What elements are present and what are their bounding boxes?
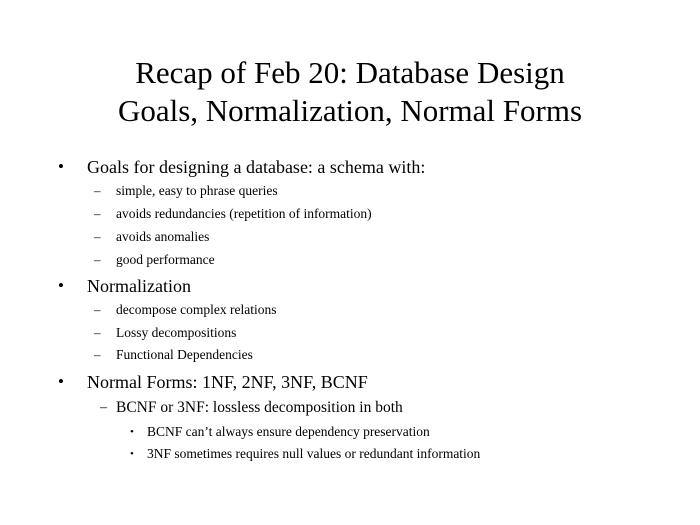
dash-marker: – bbox=[94, 206, 101, 221]
title-line-2: Goals, Normalization, Normal Forms bbox=[117, 93, 583, 128]
title-line-1: Recap of Feb 20: Database Design bbox=[135, 55, 565, 90]
bullet-marker: • bbox=[58, 157, 64, 176]
section-heading-normalization: Normalization bbox=[87, 276, 191, 296]
list-item-text: BCNF can’t always ensure dependency preservation bbox=[147, 424, 430, 439]
list-item-text: Functional Dependencies bbox=[116, 347, 253, 362]
list-item-text: simple, easy to phrase queries bbox=[116, 183, 278, 198]
list-item-text: BCNF or 3NF: lossless decomposition in both bbox=[116, 399, 403, 416]
dash-marker: – bbox=[100, 400, 107, 415]
bullet-marker: • bbox=[130, 426, 134, 438]
section-heading-normal-forms: Normal Forms: 1NF, 2NF, 3NF, BCNF bbox=[87, 372, 368, 392]
list-item-text: avoids anomalies bbox=[116, 229, 210, 244]
list-item-text: good performance bbox=[116, 252, 215, 267]
list-item-text: 3NF sometimes requires null values or redundant information bbox=[147, 446, 481, 461]
dash-marker: – bbox=[94, 325, 101, 340]
section-heading-goals: Goals for designing a database: a schema with: bbox=[87, 157, 426, 177]
dash-marker: – bbox=[94, 183, 101, 198]
dash-marker: – bbox=[94, 302, 101, 317]
list-item-text: Lossy decompositions bbox=[116, 325, 237, 340]
list-item-text: decompose complex relations bbox=[116, 302, 277, 317]
dash-marker: – bbox=[94, 347, 101, 362]
bullet-marker: • bbox=[58, 276, 64, 295]
dash-marker: – bbox=[94, 252, 101, 267]
dash-marker: – bbox=[94, 229, 101, 244]
bullet-marker: • bbox=[130, 448, 134, 460]
bullet-marker: • bbox=[58, 372, 64, 391]
list-item-text: avoids redundancies (repetition of information) bbox=[116, 206, 372, 221]
slide-title bbox=[0, 54, 700, 130]
